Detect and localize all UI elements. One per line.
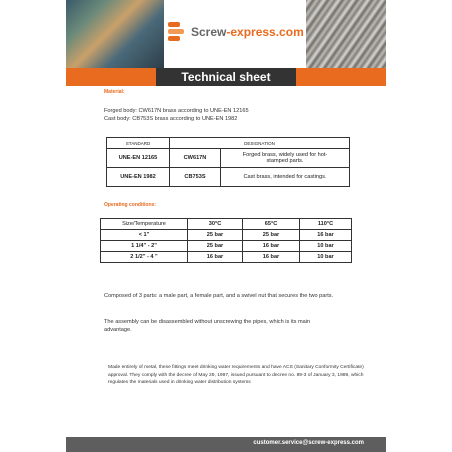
customer-service-email: customer.service@screw-express.com xyxy=(253,440,364,446)
designation-header: DESIGNATION xyxy=(170,138,350,149)
size-cell: 2 1/2" - 4 " xyxy=(101,252,188,263)
parts-note: Composed of 3 parts: a male part, a female part, and a swivel nut that secures the two parts. xyxy=(104,293,334,299)
material-heading: Material: xyxy=(104,89,125,95)
pressure-cell: 16 bar xyxy=(243,252,300,263)
header-banner xyxy=(66,0,386,68)
operating-table xyxy=(100,218,352,263)
logo-icon xyxy=(168,22,188,42)
pressure-cell: 25 bar xyxy=(188,241,243,252)
size-cell: 1 1/4" - 2" xyxy=(101,241,188,252)
material-line-forged: Forged body: CW617N brass according to UNE-EN 12165 xyxy=(104,108,249,114)
temp-30-header: 30°C xyxy=(188,219,243,230)
table-row xyxy=(101,241,352,252)
operating-heading: Operating conditions: xyxy=(104,202,156,208)
technical-sheet-page xyxy=(66,0,386,452)
temp-110-header: 110°C xyxy=(300,219,352,230)
material-line-cast: Cast body: CB753S brass according to UNE-EN 1982 xyxy=(104,116,238,122)
table-header-row xyxy=(101,219,352,230)
table-row xyxy=(107,168,350,187)
pressure-cell: 10 bar xyxy=(300,252,352,263)
standards-table xyxy=(106,137,350,187)
temp-65-header: 65°C xyxy=(243,219,300,230)
alloy-cell: CW617N xyxy=(170,149,221,168)
pressure-cell: 25 bar xyxy=(188,230,243,241)
pressure-cell: 25 bar xyxy=(243,230,300,241)
table-header-row xyxy=(107,138,350,149)
assembly-note: The assembly can be disassembled without unscrewing the pipes, which is its main advantage. xyxy=(104,319,311,333)
footer-bar xyxy=(66,437,386,452)
logo-main: Screw xyxy=(191,25,227,39)
pressure-cell: 16 bar xyxy=(188,252,243,263)
pressure-cell: 10 bar xyxy=(300,241,352,252)
table-row xyxy=(107,149,350,168)
standard-cell: UNE-EN 12165 xyxy=(107,149,170,168)
page-title: Technical sheet xyxy=(156,68,296,86)
logo-text xyxy=(191,25,304,39)
size-cell: < 1" xyxy=(101,230,188,241)
table-row xyxy=(101,230,352,241)
description-cell: Cast brass, intended for castings. xyxy=(221,168,350,187)
pressure-cell: 16 bar xyxy=(243,241,300,252)
standard-header: STANDARD xyxy=(107,138,170,149)
standard-cell: UNE-EN 1982 xyxy=(107,168,170,187)
screws-photo xyxy=(306,0,386,68)
pressure-cell: 16 bar xyxy=(300,230,352,241)
description-cell: Forged brass, widely used for hot-stamped parts. xyxy=(221,149,350,168)
logo-accent: -express.com xyxy=(226,25,304,39)
certification-note: Made entirely of metal, these fittings meet drinking water requirements and have ACS (Sanitary Conformity Certificate) approval. They comply with the decree of May 29, 1997, issued pursuant to decree no. 89-3 of January 3, 1989, which regulates the materials used in drinking water distribution systems xyxy=(108,365,364,385)
alloy-cell: CB753S xyxy=(170,168,221,187)
table-row xyxy=(101,252,352,263)
tools-photo xyxy=(66,0,164,68)
size-header: Size/Temperature xyxy=(101,219,188,230)
brand-logo xyxy=(168,22,304,42)
